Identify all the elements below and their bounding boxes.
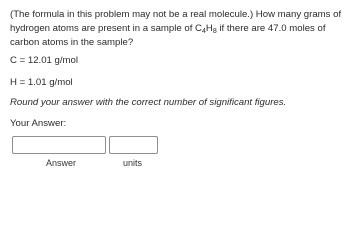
units-input[interactable] (109, 136, 158, 154)
formula-subscript-hydrogen: 8 (212, 28, 217, 35)
question-text (10, 8, 346, 50)
units-field-caption: units (123, 158, 143, 168)
formula-hydrogen-symbol: H (205, 23, 213, 34)
formula-subscript-carbon: 4 (201, 28, 206, 35)
carbon-molar-mass: C = 12.01 g/mol (10, 55, 78, 66)
sig-fig-instruction: Round your answer with the correct number of significant figures. (10, 97, 287, 108)
hydrogen-molar-mass: H = 1.01 g/mol (10, 77, 73, 88)
answer-input[interactable] (12, 136, 106, 154)
your-answer-label: Your Answer: (10, 118, 67, 129)
question-text-part1: (The formula in this problem may not be a real molecule.) How many grams of hydrogen atoms are present in a sample of C (10, 9, 342, 34)
question-text-part2: if there are 47.0 moles of carbon atoms in the sample? (10, 23, 326, 48)
answer-field-caption: Answer (46, 158, 77, 168)
